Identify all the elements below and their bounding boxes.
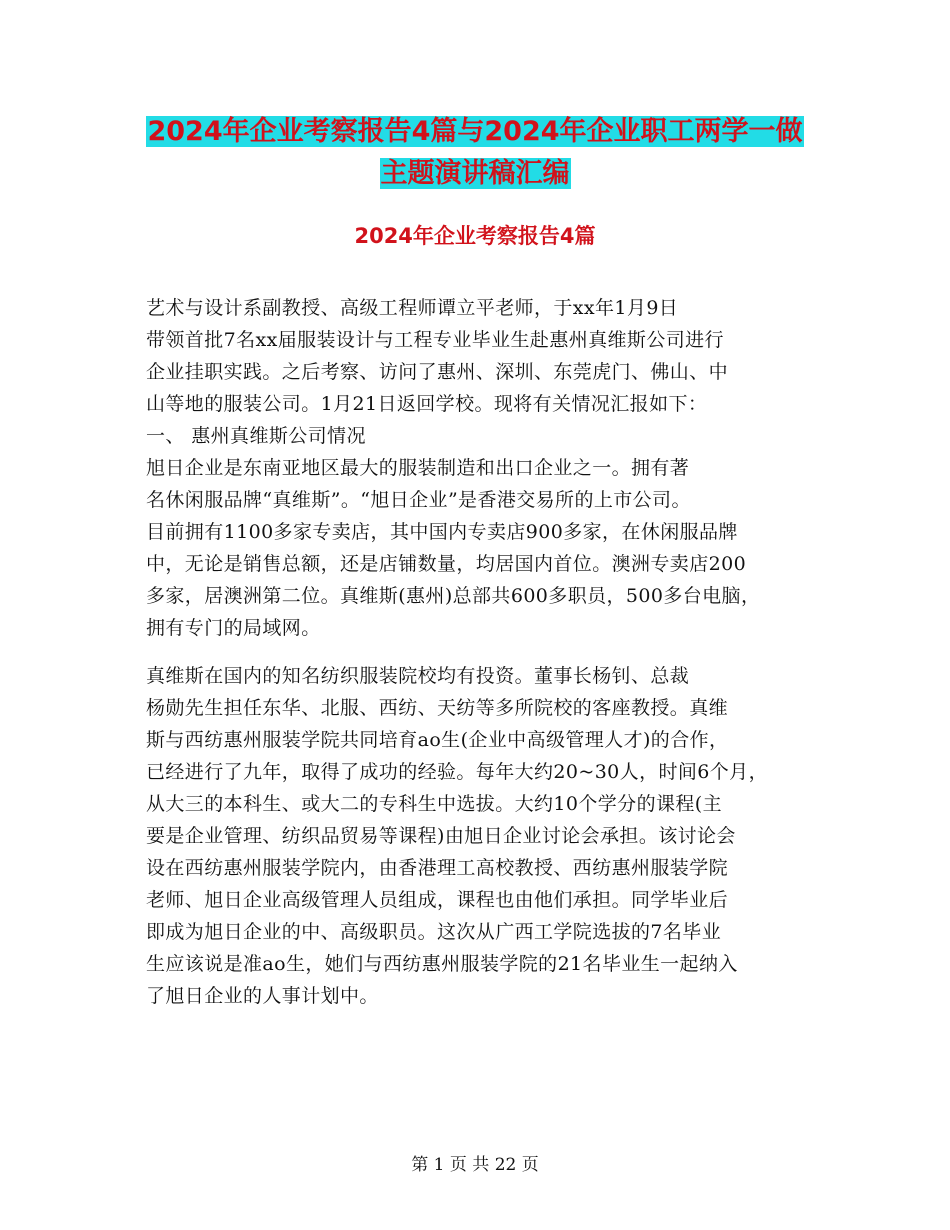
document-title-line-2 [0,152,950,196]
text-line: 带领首批7名xx届服装设计与工程专业毕业生赴惠州真维斯公司进行 [146,329,724,351]
text-line: 企业挂职实践。之后考察、访问了惠州、深圳、东莞虎门、佛山、中 [146,361,729,383]
highlighted-title-text: 2024年企业考察报告4篇与2024年企业职工两学一做 [147,116,803,147]
text-line: 真维斯在国内的知名纺织服装院校均有投资。董事长杨钊、总裁 [146,665,690,687]
document-title-line-1 [0,110,950,154]
text-line: 艺术与设计系副教授、高级工程师谭立平老师，于xx年1月9日 [146,297,679,319]
text-line: 老师、旭日企业高级管理人员组成，课程也由他们承担。同学毕业后 [146,889,729,911]
text-line: 多家，居澳洲第二位。真维斯(惠州)总部共600多职员，500多台电脑， [146,585,761,607]
text-line: 杨勋先生担任东华、北服、西纺、天纺等多所院校的客座教授。真维 [146,697,729,719]
text-line: 设在西纺惠州服装学院内，由香港理工高校教授、西纺惠州服装学院 [146,857,729,879]
text-line: 即成为旭日企业的中、高级职员。这次从广西工学院选拔的7名毕业 [146,921,722,943]
section-heading-line: 一、 惠州真维斯公司情况 [146,425,366,447]
text-line: 要是企业管理、纺织品贸易等课程)由旭日企业讨论会承担。该讨论会 [146,825,736,847]
text-line: 名休闲服品牌“真维斯”。“旭日企业”是香港交易所的上市公司。 [146,489,691,511]
text-line: 中，无论是销售总额，还是店铺数量，均居国内首位。澳洲专卖店200 [146,553,747,575]
text-line: 斯与西纺惠州服装学院共同培育ao生(企业中高级管理人才)的合作， [146,729,729,751]
highlighted-title-text: 主题演讲稿汇编 [380,158,570,189]
text-line: 山等地的服装公司。1月21日返回学校。现将有关情况汇报如下： [146,393,708,415]
page-footer: 第 1 页 共 22 页 [411,1155,539,1175]
text-line: 目前拥有1100多家专卖店，其中国内专卖店900多家，在休闲服品牌 [146,521,738,543]
text-line: 已经进行了九年，取得了成功的经验。每年大约20~30人，时间6个月， [146,761,768,783]
text-line: 生应该说是准ao生，她们与西纺惠州服装学院的21名毕业生一起纳入 [146,953,738,975]
text-line: 从大三的本科生、或大二的专科生中选拔。大约10个学分的课程(主 [146,793,722,815]
section-title: 2024年企业考察报告4篇 [354,224,596,248]
text-line: 拥有专门的局域网。 [146,617,321,639]
text-line: 了旭日企业的人事计划中。 [146,985,379,1007]
text-line: 旭日企业是东南亚地区最大的服装制造和出口企业之一。拥有著 [146,457,690,479]
